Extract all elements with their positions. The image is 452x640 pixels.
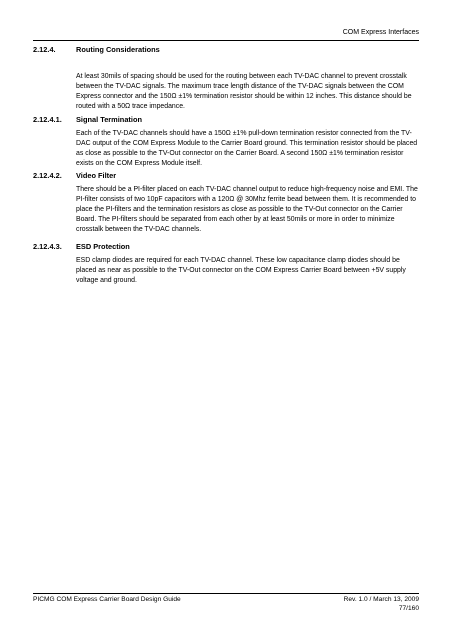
section-title: Video Filter [76,171,117,180]
footer-document-title: PICMG COM Express Carrier Board Design Guide [33,596,181,603]
section-title: Signal Termination [76,115,142,124]
section-number: 2.12.4.1. [33,115,62,124]
section-body: At least 30mils of spacing should be used for the routing between each TV-DAC channel to prevent crosstalk between the TV-DAC signals. The maximum trace length distance of the TV-DAC signals between the COM Express connector and the 150Ω ±1% termination resistor should be within 12 inches. This distance should be routed with a 50Ω trace impedance. [76,73,412,110]
section-number: 2.12.4.2. [33,171,62,180]
section-title: ESD Protection [76,242,130,251]
header-divider [33,40,419,41]
section-title: Routing Considerations [76,45,160,54]
section-body: There should be a PI-filter placed on each TV-DAC channel output to reduce high-frequency noise and EMI. The PI-filter consists of two 10pF capacitors with a 120Ω @ 30Mhz ferrite bead between them. It is recommended to place the PI-filters and the termination resistors as close as possible to the TV-Out connector on the Carrier Board. The PI-filters should be separated from each other by at least 50mils or more in order to minimize crosstalk between the TV-DAC channels. [76,186,418,233]
section-body: ESD clamp diodes are required for each TV-DAC channel. These low capacitance clamp diodes should be placed as near as possible to the TV-Out connector on the COM Express Carrier Board between +5V supply voltage and ground. [76,257,406,284]
footer-revision: Rev. 1.0 / March 13, 2009 [343,596,419,603]
section-body: Each of the TV-DAC channels should have a 150Ω ±1% pull-down termination resistor connected from the TV-DAC output of the COM Express Module to the Carrier Board ground. This termination resistor should be placed as close as possible to the TV-Out connector on the Carrier Board. A second 150Ω ±1% termination resistor exists on the COM Express Module itself. [76,130,418,167]
section-number: 2.12.4. [33,45,56,54]
page-number: 77/160 [398,605,419,612]
section-number: 2.12.4.3. [33,242,62,251]
header-title: COM Express Interfaces [342,29,419,36]
footer-divider [33,593,419,594]
